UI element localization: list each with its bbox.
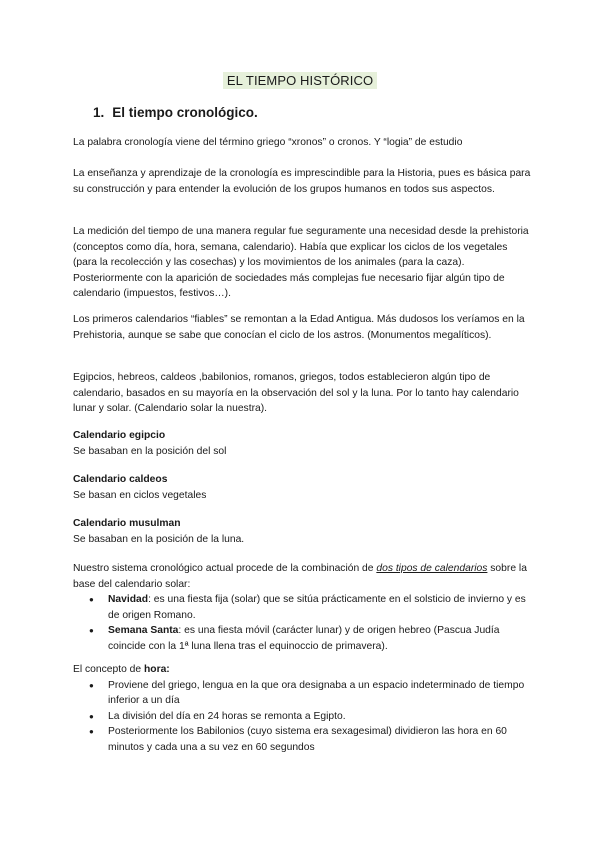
list-item: ● Posteriormente los Babilonios (cuyo sistema era sexagesimal) dividieron las hora en 60 minutos y cada una a su vez en 60 segundos <box>73 724 533 755</box>
system-intro-text: Nuestro sistema cronológico actual procede de la combinación de <box>73 563 377 574</box>
paragraph-3 <box>73 224 533 302</box>
calendar-types-link[interactable]: dos tipos de calendarios <box>376 563 488 574</box>
list-item-term: Navidad <box>108 594 149 606</box>
page-title: EL TIEMPO HISTÓRICO <box>223 72 377 89</box>
list-item-text: : es una fiesta móvil (carácter lunar) y de origen hebreo (Pascua Judía coincide con la 1ª luna llena tras el equinoccio de primavera). <box>108 625 500 652</box>
hora-intro-text: El concepto de <box>73 664 144 675</box>
list-item-term: Semana Santa <box>108 625 179 637</box>
title-container <box>0 72 600 90</box>
system-section <box>73 561 533 655</box>
hora-intro <box>73 662 533 678</box>
paragraph-2 <box>73 166 533 197</box>
section-heading <box>93 105 258 120</box>
calendar-caldeos <box>73 472 533 503</box>
paragraph-1 <box>73 135 533 151</box>
list-item <box>73 623 533 654</box>
paragraph-text: La enseñanza y aprendizaje de la cronología es imprescindible para la Historia, pues es básica para su construcción y para entender la evolución de los grupos humanos en todos sus aspectos. <box>73 168 531 195</box>
hora-section <box>73 662 533 756</box>
system-intro-text-end: sobre la base del calendario solar: <box>73 563 527 590</box>
hora-term: hora: <box>143 664 170 675</box>
system-intro <box>73 561 533 592</box>
list-item: ● Proviene del griego, lengua en la que ora designaba a un espacio indeterminado de tiempo inferior a un día <box>73 678 533 709</box>
list-item-text: : es una fiesta fija (solar) que se sitúa prácticamente en el solsticio de invierno y es de origen Romano. <box>108 594 526 621</box>
list-item <box>73 592 533 623</box>
section-number: 1. <box>93 105 105 120</box>
section-heading-text: El tiempo cronológico. <box>112 105 258 120</box>
list-item: ● La división del día en 24 horas se remonta a Egipto. <box>73 709 533 725</box>
paragraph-text: La palabra cronología viene del término griego “xronos” o cronos. Y “logia” de estudio <box>73 137 463 148</box>
paragraph-text: Egipcios, hebreos, caldeos ,babilonios, romanos, griegos, todos establecieron algún tipo de calendario, basados en su mayoría en la observación del sol y la luna. Por lo tanto hay calendario lunar y solar. (Calendario solar la nuestra). <box>73 372 519 415</box>
calendar-name: Calendario musulman <box>73 518 181 529</box>
calendar-desc: Se basaban en la posición de la luna. <box>73 533 245 545</box>
paragraph-4 <box>73 312 533 343</box>
calendar-desc: Se basan en ciclos vegetales <box>73 489 207 501</box>
calendar-name: Calendario caldeos <box>73 474 168 485</box>
calendar-desc: Se basaban en la posición del sol <box>73 445 227 457</box>
calendar-musulman <box>73 516 533 547</box>
hora-list <box>73 678 533 756</box>
system-list <box>73 592 533 654</box>
calendar-name: Calendario egipcio <box>73 430 166 441</box>
paragraph-text: La medición del tiempo de una manera regular fue seguramente una necesidad desde la prehistoria (conceptos como día, hora, semana, calendario). Había que explicar los ciclos de los vegetales (para la recolección y las cosechas) y los movimientos de los animales (para la caza). Posteriormente con la aparición de sociedades más complejas fue necesario fijar algún tipo de calendario (impuestos, festivos…). <box>73 226 529 300</box>
paragraph-text: Los primeros calendarios “fiables” se remontan a la Edad Antigua. Más dudosos los veríamos en la Prehistoria, aunque se sabe que conocían el ciclo de los astros. (Monumentos megalíticos). <box>73 314 525 341</box>
paragraph-5 <box>73 370 533 417</box>
calendar-egipcio <box>73 428 533 459</box>
